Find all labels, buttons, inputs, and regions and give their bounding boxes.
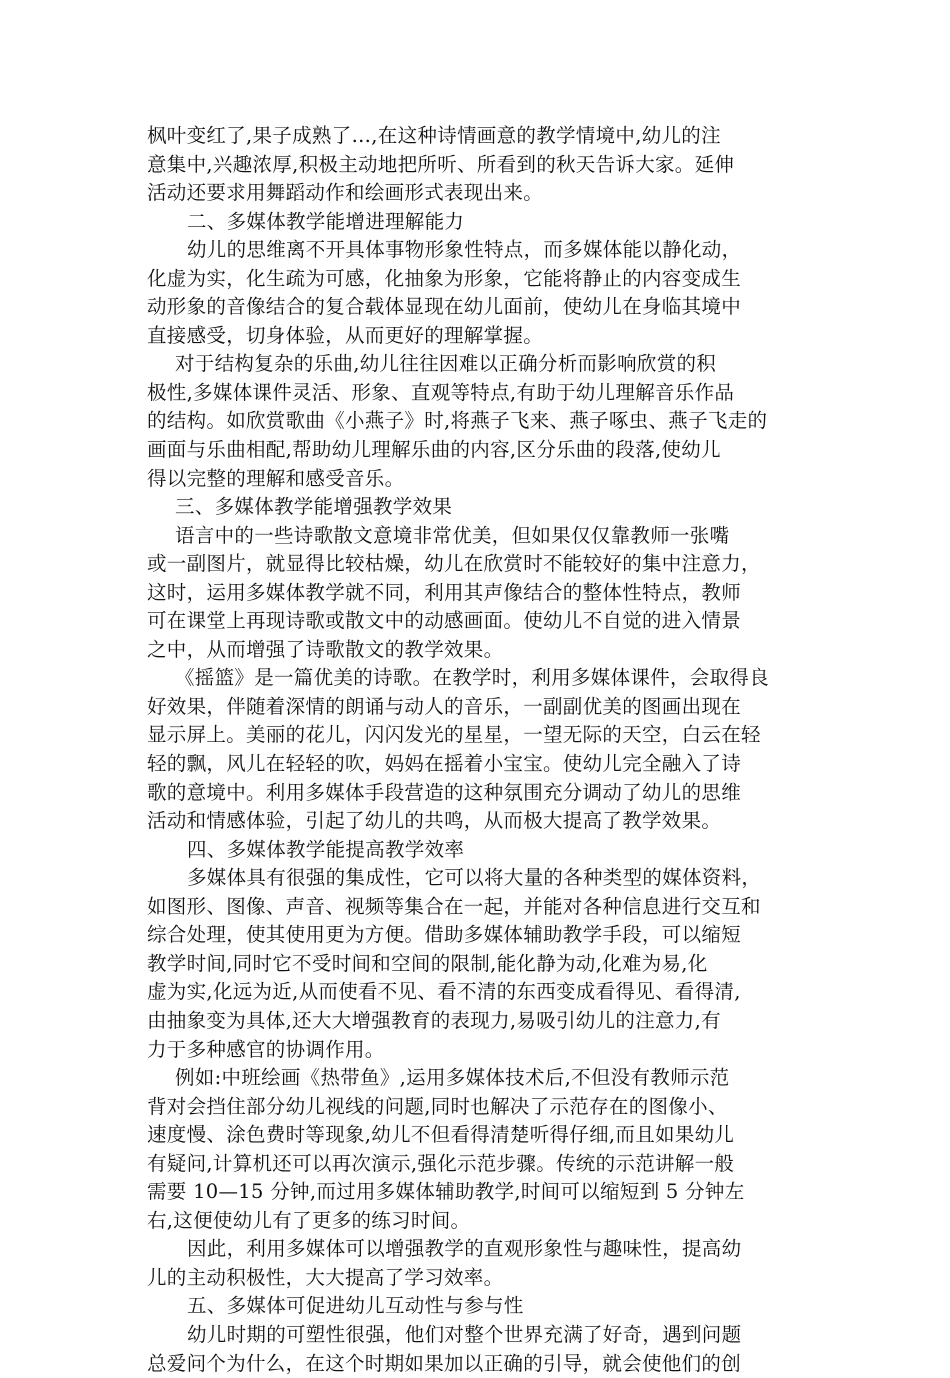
text-line: 极性,多媒体课件灵活、形象、直观等特点,有助于幼儿理解音乐作品 [147,380,735,404]
section-heading: 三、多媒体教学能增强教学效果 [175,495,453,519]
text-line: 力于多种感官的协调作用。 [147,1037,385,1061]
section-heading: 四、多媒体教学能提高教学效率 [187,837,465,861]
text-line: 幼儿的思维离不开具体事物形象性特点，而多媒体能以静化动， [187,238,742,262]
text-line: 之中，从而增强了诗歌散文的教学效果。 [147,637,504,661]
text-line: 活动还要求用舞蹈动作和绘画形式表现出来。 [147,181,544,205]
text-line: 语言中的一些诗歌散文意境非常优美，但如果仅仅靠教师一张嘴 [175,523,730,547]
text-line: 《摇篮》是一篇优美的诗歌。在教学时，利用多媒体课件，会取得良 [175,666,770,690]
text-line: 可在课堂上再现诗歌或散文中的动感画面。使幼儿不自觉的进入情景 [147,609,742,633]
text-line: 动形象的音像结合的复合载体显现在幼儿面前，使幼儿在身临其境中 [147,295,742,319]
text-line: 右,这便使幼儿有了更多的练习时间。 [147,1208,471,1232]
text-line: 儿的主动积极性，大大提高了学习效率。 [147,1265,504,1289]
text-line: 好效果，伴随着深情的朗诵与动人的音乐，一副副优美的图画出现在 [147,694,742,718]
body-text [147,122,823,1378]
text-line: 歌的意境中。利用多媒体手段营造的这种氛围充分调动了幼儿的思维 [147,780,742,804]
text-line: 直接感受，切身体验，从而更好的理解掌握。 [147,323,544,347]
text-line: 速度慢、涂色费时等现象,幼儿不但看得清楚听得仔细,而且如果幼儿 [147,1123,735,1147]
text-line: 这时，运用多媒体教学就不同，利用其声像结合的整体性特点，教师 [147,580,742,604]
text-line: 需要 10—15 分钟,而过用多媒体辅助教学,时间可以缩短到 5 分钟左 [147,1180,745,1204]
section-heading: 二、多媒体教学能增进理解能力 [187,209,465,233]
text-line: 因此，利用多媒体可以增强教学的直观形象性与趣味性，提高幼 [187,1237,742,1261]
text-line: 或一副图片，就显得比较枯燥，幼儿在欣赏时不能较好的集中注意力， [147,552,761,576]
text-line: 总爱问个为什么，在这个时期如果加以正确的引导，就会使他们的创 [147,1351,742,1375]
text-line: 有疑问,计算机还可以再次演示,强化示范步骤。传统的示范讲解一般 [147,1151,735,1175]
text-line: 活动和情感体验，引起了幼儿的共鸣，从而极大提高了教学效果。 [147,809,722,833]
text-line: 显示屏上。美丽的花儿，闪闪发光的星星，一望无际的天空，白云在轻 [147,723,761,747]
text-line: 得以完整的理解和感受音乐。 [147,466,405,490]
text-line: 多媒体具有很强的集成性，它可以将大量的各种类型的媒体资料， [187,866,762,890]
text-line: 画面与乐曲相配,帮助幼儿理解乐曲的内容,区分乐曲的段落,使幼儿 [147,438,721,462]
text-line: 枫叶变红了,果子成熟了…,在这种诗情画意的教学情境中,幼儿的注 [147,124,721,147]
text-line: 由抽象变为具体,还大大增强教育的表现力,易吸引幼儿的注意力,有 [147,1008,721,1032]
section-heading: 五、多媒体可促进幼儿互动性与参与性 [187,1294,524,1318]
text-line: 综合处理，使其使用更为方便。借助多媒体辅助教学手段，可以缩短 [147,923,742,947]
text-line: 背对会挡住部分幼儿视线的问题,同时也解决了示范存在的图像小、 [147,1094,728,1118]
text-line: 虚为实,化远为近,从而使看不见、看不清的东西变成看得见、看得清, [147,980,741,1004]
text-line: 意集中,兴趣浓厚,积极主动地把所听、所看到的秋天告诉大家。延伸 [147,152,735,176]
text-line: 化虚为实，化生疏为可感，化抽象为形象，它能将静止的内容变成生 [147,266,742,290]
text-line: 教学时间,同时它不受时间和空间的限制,能化静为动,化难为易,化 [147,951,708,975]
text-line: 如图形、图像、声音、视频等集合在一起，并能对各种信息进行交互和 [147,894,761,918]
text-line: 的结构。如欣赏歌曲《小燕子》时,将燕子飞来、燕子啄虫、燕子飞走的 [147,409,768,433]
text-line: 对于结构复杂的乐曲,幼儿往往因难以正确分析而影响欣赏的积 [175,352,717,376]
text-line: 例如:中班绘画《热带鱼》,运用多媒体技术后,不但没有教师示范 [175,1066,730,1090]
text-line: 幼儿时期的可塑性很强，他们对整个世界充满了好奇，遇到问题 [187,1322,742,1346]
text-line: 轻的飘，风儿在轻轻的吹，妈妈在摇着小宝宝。使幼儿完全融入了诗 [147,752,742,776]
